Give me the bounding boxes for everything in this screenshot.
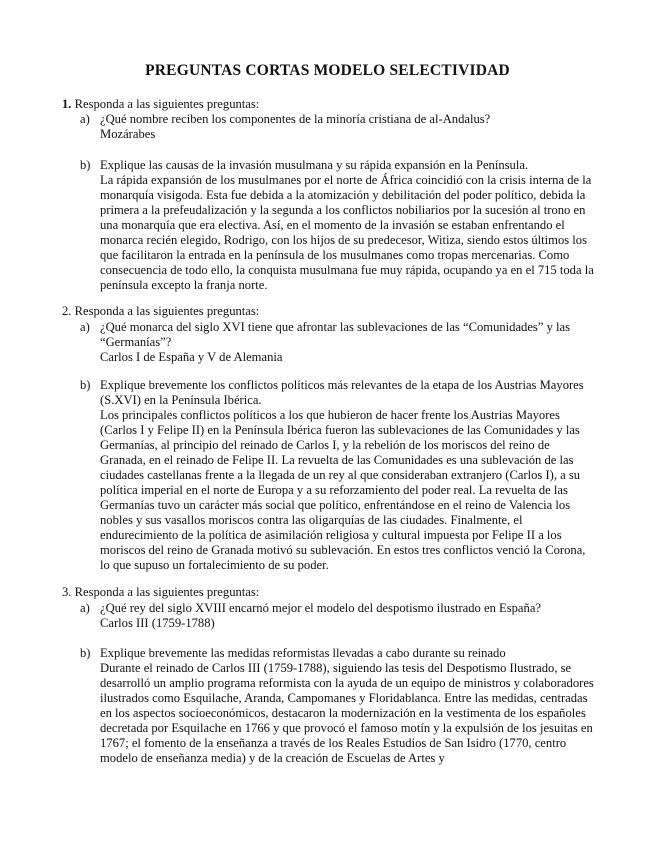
question-1-prompt: [62, 97, 259, 112]
question-3-prompt: [62, 585, 259, 600]
item-answer: Los principales conflictos políticos a los que hubieron de hacer frente los Austrias Mayores (Carlos I y Felipe II) en la Península Ibérica fueron las sublevaciones de las Comunidades y las Germanías, al principio del reinado de Carlos I, y la rebelión de los moriscos del reino de Granada, en el reinado de Felipe II. La revuelta de las Comunidades es una sublevación de las ciudades castellanas frente a la llegada de un rey al que consideraban extranjero (Carlos I), a su política imperial en el norte de Europa y a su reforzamiento del poder real. La revuelta de las Germanías tuvo un carácter más social que político, enfrentándose en el reino de Valencia los nobles y sus vasallos moriscos contra las oligarquías de las ciudades. Finalmente, el endurecimiento de la política de asimilación religiosa y cultural impuesta por Felipe II a los moriscos del reino de Granada motivó su sublevación. En estos tres conflictos venció la Corona, lo que supuso un fortalecimiento de su poder.: [100, 408, 586, 572]
item-answer: Carlos III (1759-1788): [100, 616, 215, 630]
item-answer: Durante el reinado de Carlos III (1759-1788), siguiendo las tesis del Despotismo Ilustrado, se desarrolló un amplio programa reformista con la ayuda de un equipo de ministros y colaboradores ilustrados como Esquilache, Aranda, Campomanes y Floridablanca. Entre las medidas, centradas en los aspectos socioeconómicos, destacaron la modernización en la vestimenta de los españoles decretada por Esquilache en 1766 y que provocó el famoso motín y la expulsión de los jesuitas en 1767; el fomento de la enseñanza a través de los Reales Estudios de San Isidro (1770, centro modelo de enseñanza media) y de la creación de Escuelas de Artes y: [100, 661, 594, 765]
page-title: PREGUNTAS CORTAS MODELO SELECTIVIDAD: [145, 62, 510, 79]
question-prompt: Responda a las siguientes preguntas:: [74, 585, 260, 599]
item-label: b): [80, 646, 91, 660]
question-prompt: Responda a las siguientes preguntas:: [74, 304, 260, 318]
item-answer: Mozárabes: [100, 127, 156, 141]
item-question: ¿Qué monarca del siglo XVI tiene que afrontar las sublevaciones de las “Comunidades” y las “Germanías”?: [100, 320, 571, 349]
question-number: 1.: [62, 97, 72, 111]
question-number: 3.: [62, 585, 72, 599]
question-number: 2.: [62, 304, 72, 318]
item-label: a): [80, 601, 90, 615]
item-question: ¿Qué rey del siglo XVIII encarnó mejor el modelo del despotismo ilustrado en España?: [100, 601, 541, 615]
item-label: a): [80, 320, 90, 334]
question-prompt: Responda a las siguientes preguntas:: [74, 97, 260, 111]
item-question: ¿Qué nombre reciben los componentes de la minoría cristiana de al-Andalus?: [100, 112, 491, 126]
item-label: b): [80, 158, 91, 172]
item-question: Explique las causas de la invasión musulmana y su rápida expansión en la Península.: [100, 158, 529, 172]
item-label: b): [80, 378, 91, 392]
item-question: Explique brevemente los conflictos políticos más relevantes de la etapa de los Austrias Mayores (S.XVI) en la Península Ibérica.: [100, 378, 584, 407]
item-answer: Carlos I de España y V de Alemania: [100, 350, 283, 364]
question-2-prompt: [62, 304, 259, 319]
item-label: a): [80, 112, 90, 126]
item-answer: La rápida expansión de los musulmanes por el norte de África coincidió con la crisis interna de la monarquía visigoda. Esta fue debida a la atomización y debilitación del poder político, debida la primera a la prefeudalización y la segunda a los conflictos nobiliarios por la sucesión al trono en una monarquía que era electiva. Así, en el momento de la invasión se estaban enfrentando el monarca recién elegido, Rodrigo, con los hijos de su predecesor, Witiza, siendo estos últimos los que facilitaron la entrada en la península de los musulmanes como tropas mercenarias. Como consecuencia de todo ello, la conquista musulmana fue muy rápida, ocupando ya en el 715 toda la península excepto la franja norte.: [100, 173, 594, 292]
item-question: Explique brevemente las medidas reformistas llevadas a cabo durante su reinado: [100, 646, 506, 660]
